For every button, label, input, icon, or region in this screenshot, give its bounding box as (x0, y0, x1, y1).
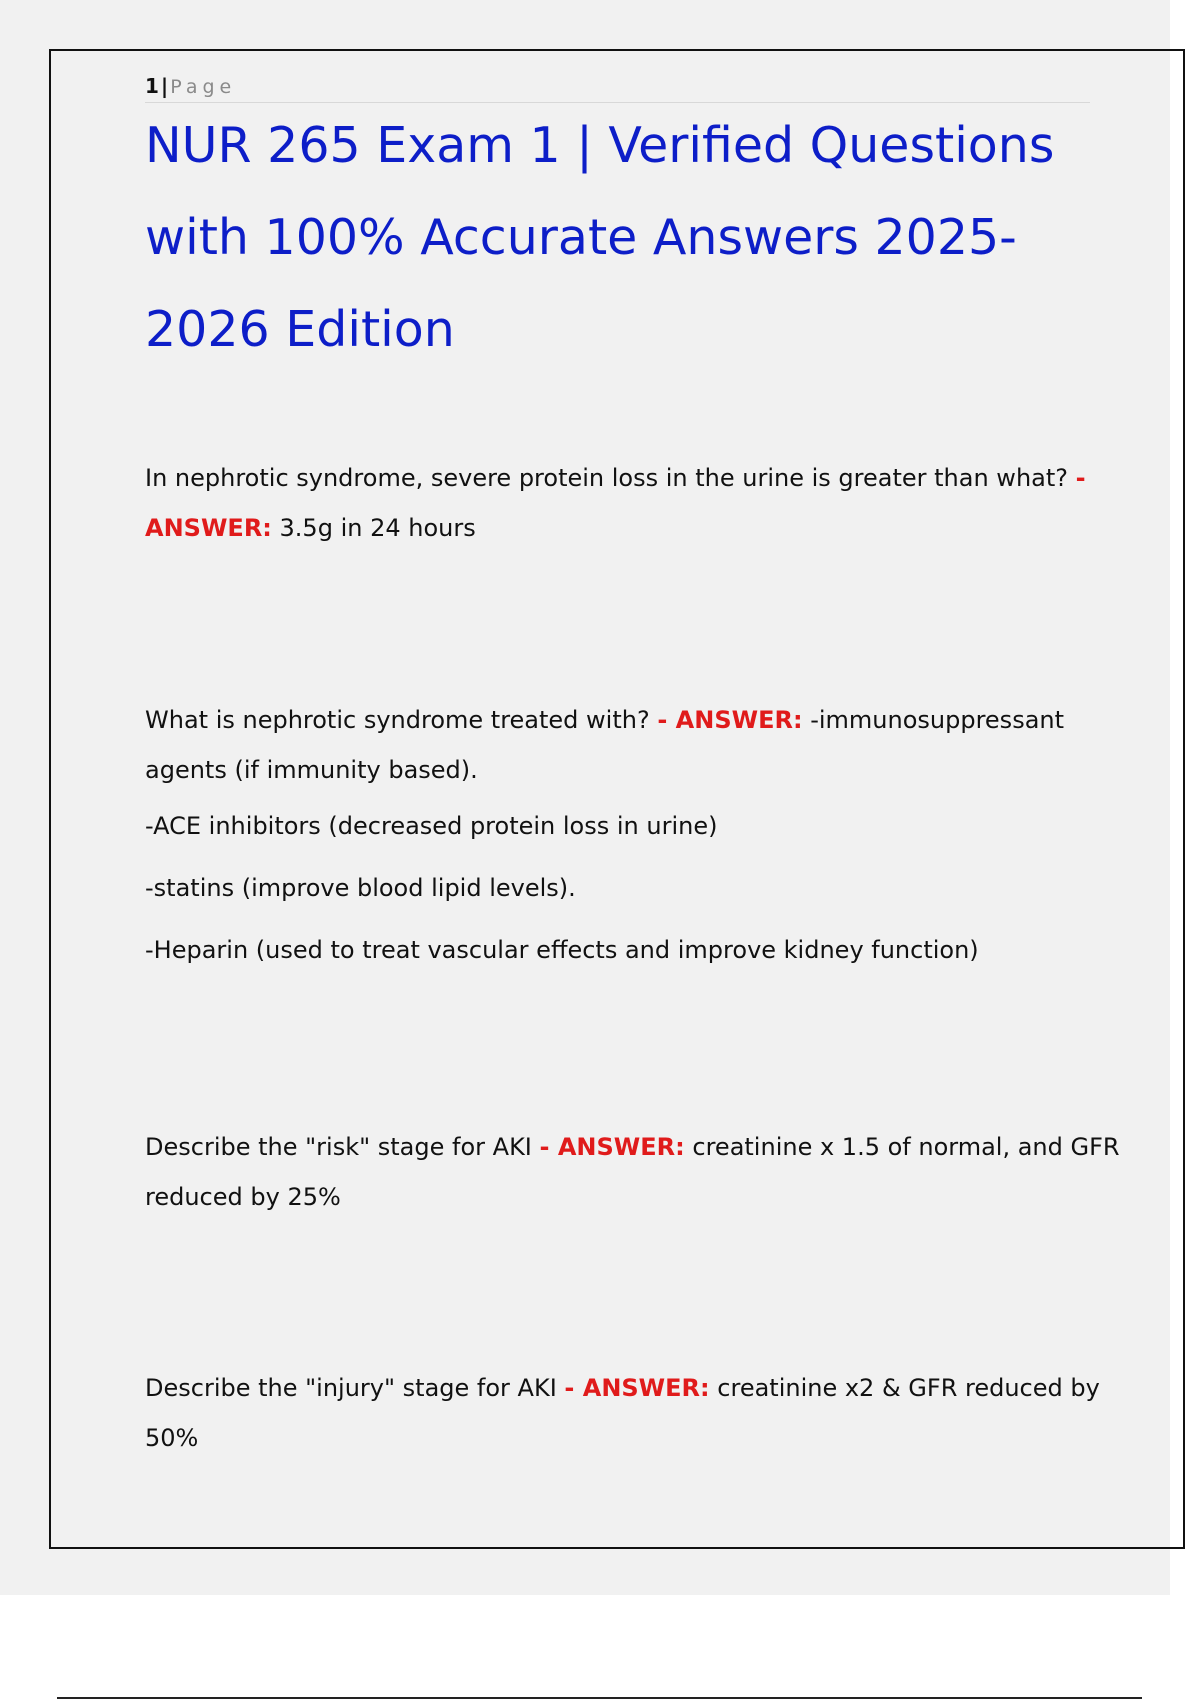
answer-marker: - ANSWER: (539, 1133, 685, 1161)
question-text: Describe the "risk" stage for AKI (145, 1133, 532, 1161)
answer-line: -statins (improve blood lipid levels). (145, 874, 576, 902)
answer-marker: - ANSWER: (564, 1374, 710, 1402)
answer-line: -Heparin (used to treat vascular effects and improve kidney function) (145, 936, 979, 964)
qa-item-2 (145, 695, 1135, 981)
page-label: Page (170, 76, 237, 98)
page-separator: | (160, 74, 169, 98)
qa-item-3 (145, 1122, 1135, 1222)
question-text: In nephrotic syndrome, severe protein loss in the urine is greater than what? (145, 464, 1069, 492)
qa-item-4 (145, 1363, 1135, 1463)
page-number: 1 (145, 74, 159, 98)
answer-text: creatinine x 1.5 of normal, and GFR reduced by 25% (145, 1133, 1120, 1211)
answer-marker: - ANSWER: (657, 706, 803, 734)
question-text: Describe the "injury" stage for AKI (145, 1374, 557, 1402)
answer-text: 3.5g in 24 hours (279, 514, 476, 542)
question-text: What is nephrotic syndrome treated with? (145, 706, 650, 734)
answer-line: -ACE inhibitors (decreased protein loss in urine) (145, 812, 718, 840)
bottom-divider (57, 1697, 1142, 1699)
qa-item-1 (145, 453, 1135, 553)
document-title: NUR 265 Exam 1 | Verified Questions with 100% Accurate Answers 2025-2026 Edition (145, 117, 1055, 358)
answer-text: creatinine x2 & GFR reduced by 50% (145, 1374, 1100, 1452)
page-header (145, 74, 1090, 103)
answer-text: -immunosuppressant agents (if immunity based). (145, 706, 1065, 784)
answer-marker: - ANSWER: (145, 464, 1086, 542)
